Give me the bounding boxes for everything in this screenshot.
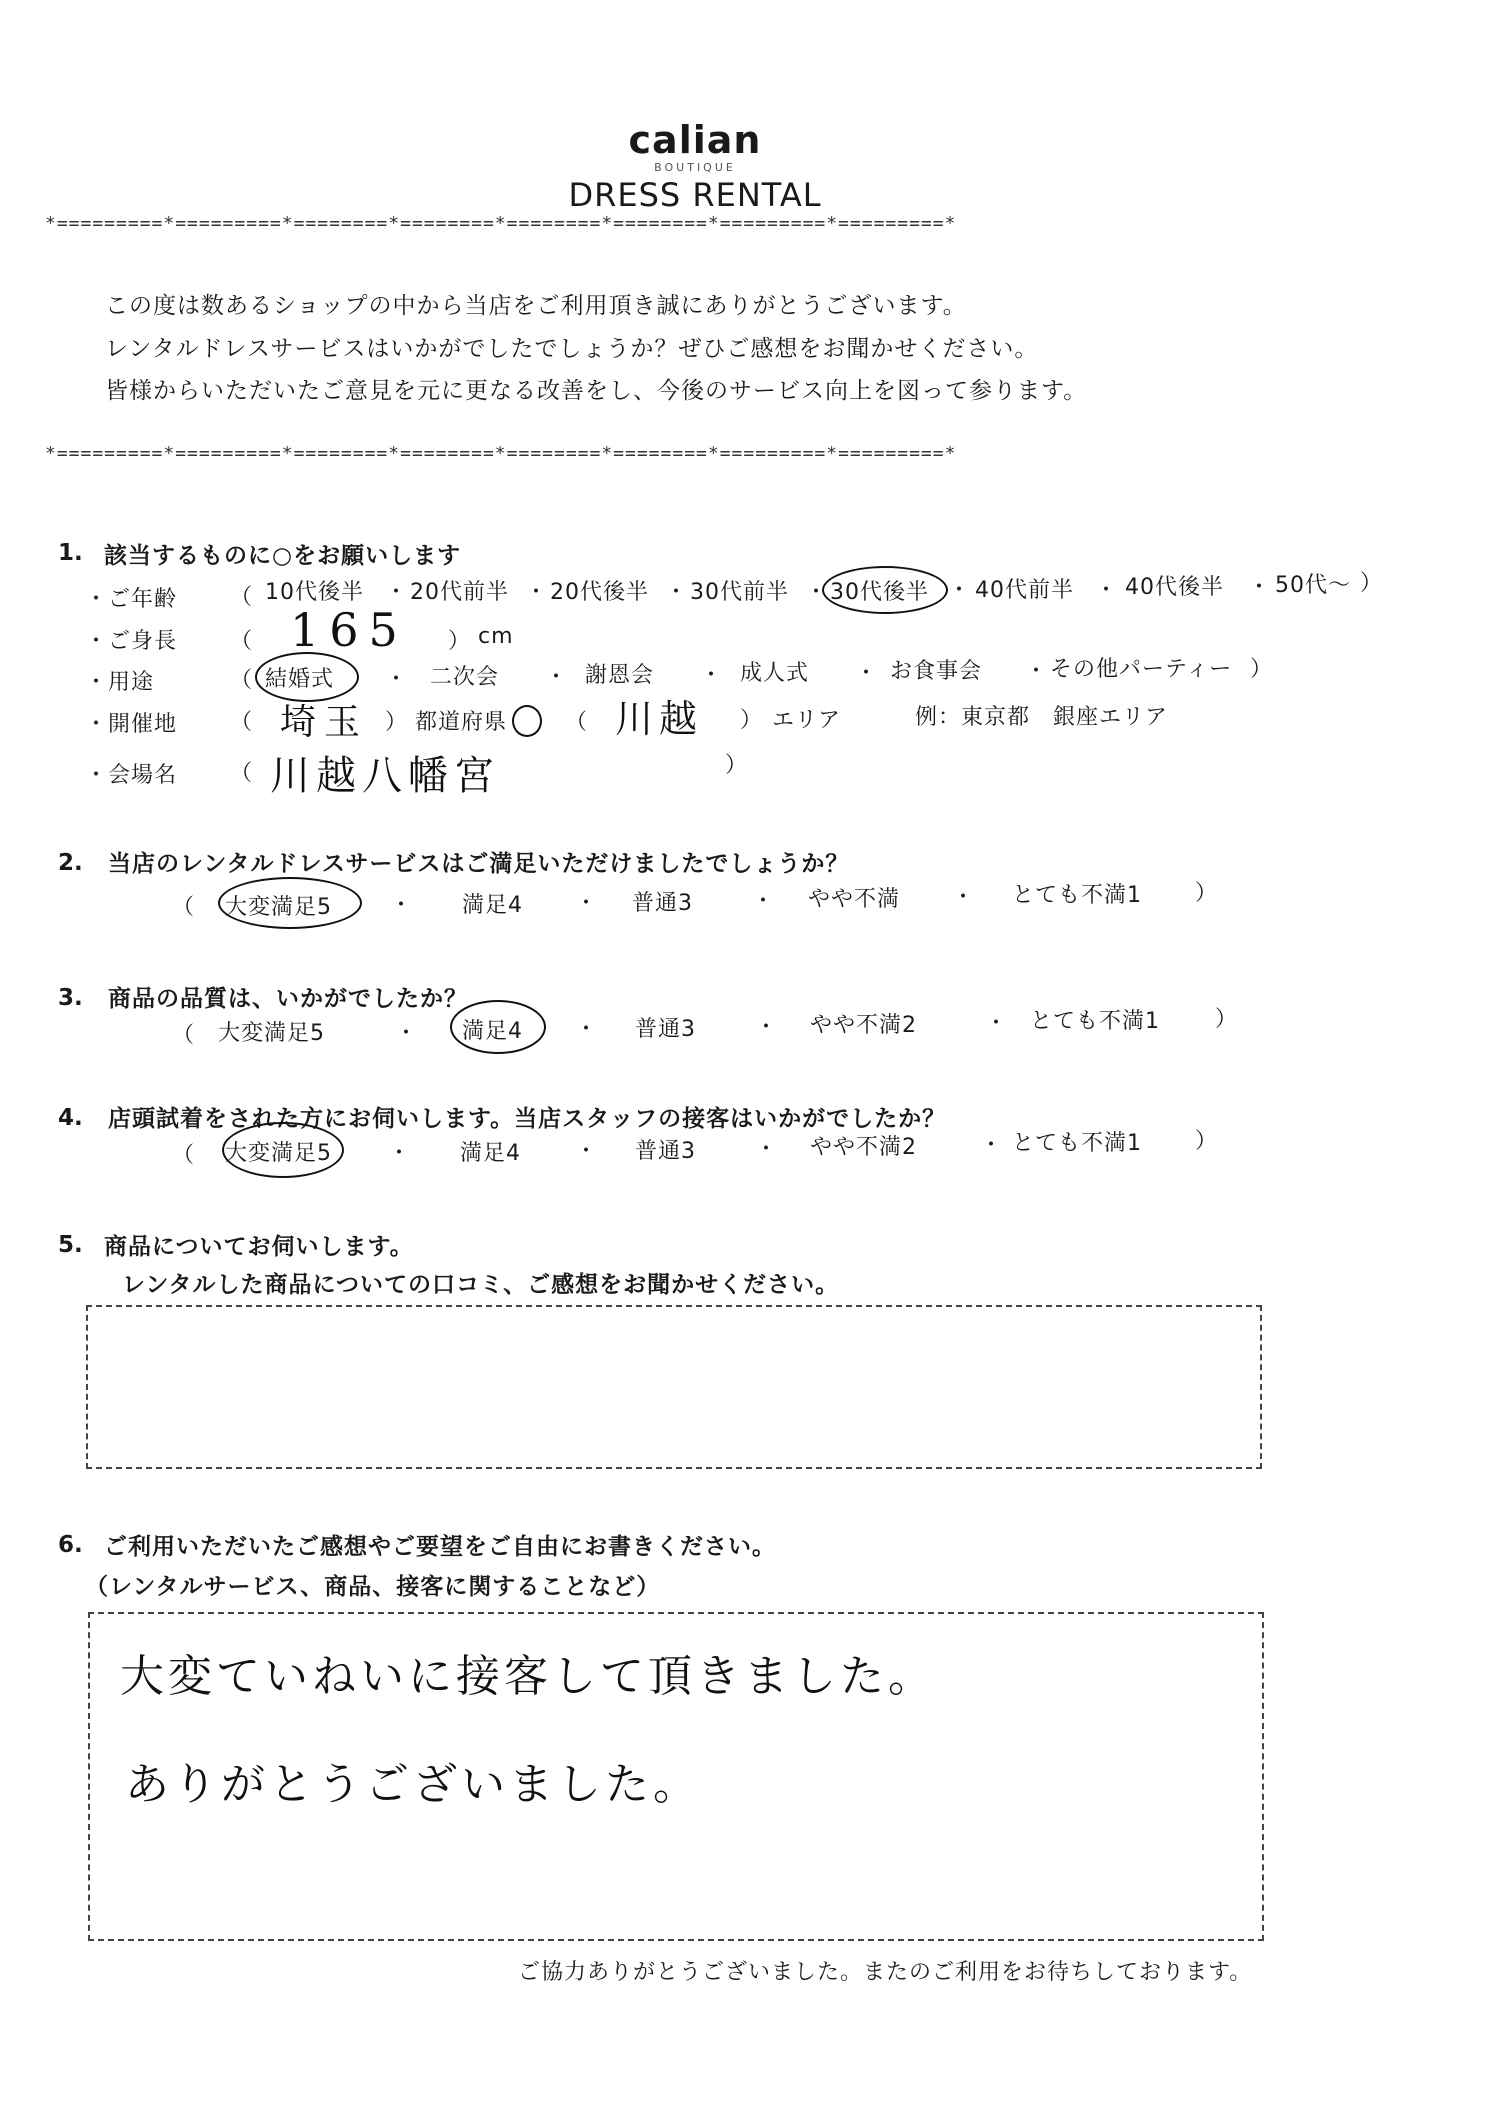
- prefecture-value: 埼玉: [280, 702, 369, 743]
- q2-number: 2.: [58, 850, 83, 876]
- q2-option-selected[interactable]: 大変満足5: [225, 895, 332, 920]
- age-option[interactable]: 20代後半: [550, 580, 649, 605]
- q6-answer-line-2: ありがとうございました。: [125, 1759, 701, 1810]
- q2-option[interactable]: 満足4: [462, 893, 523, 918]
- q3-title: 商品の品質は、いかがでしたか？: [108, 986, 468, 1012]
- page-title: DRESS RENTAL: [568, 176, 822, 214]
- age-option[interactable]: 40代前半: [975, 578, 1074, 603]
- selection-circle: [450, 1000, 546, 1054]
- q4-option[interactable]: とても不満1: [1012, 1131, 1142, 1156]
- age-option[interactable]: 40代後半: [1125, 575, 1224, 600]
- q5-answer-box[interactable]: [86, 1305, 1262, 1469]
- purpose-option-selected[interactable]: 結婚式: [265, 667, 335, 692]
- location-label: 開催地: [108, 712, 178, 737]
- q6-answer-line-1: 大変ていねいに接客して頂きました。: [120, 1651, 936, 1702]
- intro-line-1: この度は数あるショップの中から当店をご利用頂き誠にありがとうございます。: [105, 293, 967, 319]
- q5-number: 5.: [58, 1232, 83, 1258]
- venue-label: 会場名: [108, 763, 178, 788]
- q4-number: 4.: [58, 1105, 83, 1131]
- age-option[interactable]: 10代後半: [265, 580, 364, 605]
- bullet: ・: [85, 587, 108, 612]
- selection-circle: [822, 566, 948, 614]
- intro-line-3: 皆様からいただいたご意見を元に更なる改善をし、今後のサービス向上を図って参ります。: [105, 378, 1088, 404]
- q2-option[interactable]: 普通3: [632, 891, 693, 916]
- q4-option[interactable]: 普通3: [635, 1139, 696, 1164]
- height-unit: cm: [478, 624, 514, 649]
- purpose-option[interactable]: お食事会: [890, 659, 983, 684]
- q4-option-selected[interactable]: 大変満足5: [225, 1141, 332, 1166]
- q1-number: 1.: [58, 540, 83, 566]
- venue-value: 川越八幡宮: [270, 753, 500, 799]
- height-value: 165: [290, 603, 408, 657]
- age-label: ご年齢: [108, 587, 178, 612]
- q6-number: 6.: [58, 1532, 83, 1558]
- q3-number: 3.: [58, 985, 83, 1011]
- q6-subtitle: （レンタルサービス、商品、接客に関することなど）: [85, 1574, 661, 1600]
- divider-top: *=========*=========*========*========*========*========*=========*=========*: [45, 213, 957, 234]
- age-option[interactable]: 30代前半: [690, 580, 789, 605]
- selection-circle: [218, 877, 362, 929]
- purpose-option[interactable]: その他パーティー: [1050, 657, 1233, 682]
- q2-option[interactable]: やや不満: [808, 887, 901, 912]
- survey-page: calian BOUTIQUE DRESS RENTAL *=========*=========*========*========*========*========*=========*=========* この度は数あるショップの中から当店をご利用頂き誠にありがとうございます。 レンタルドレスサービスはいかがでしたでしょうか？ぜひご感想をお聞かせください。 皆様からいただいたご意見を元に更なる改善をし、今後のサービス向上を図って参ります。 *=========*=========*========*========*========*========*=========*=========* 1. 該当するものに○をお願いします ・ ご年齢 （ 10代後半 ・ 20代前半 ・ 20代後半 ・ 30代前半 ・ 30代後半 ・ 40代前半 ・ 40代後半 ・ 50代～ ） ・ ご身長 （ 165 ） cm ・ 用途 （ 結婚式 ・ 二次会 ・ 謝恩会 ・ 成人式 ・ お食事会 ・ その他パーティー ） ・ 開催地 （ 埼玉 ） 都道府県 （ 川越 ） エリア 例：東京都 銀座エリア ・ 会場名 （ 川越八幡宮 ） 2. 当店のレンタルドレスサービスはご満足いただけましたでしょうか？ （ 大変満足5 ・ 満足4 ・ 普通3 ・ やや不満 ・ とても不満1 ） 3. 商品の品質は、いかがでしたか？ （ 大変満足5 ・ 満足4 ・ 普通3 ・ やや不満2 ・ とても不満1 ） 4. 店頭試着をされた方にお伺いします。当店スタッフの接客はいかがでしたか？ （ 大変満足5 ・ 満足4 ・ 普通3 ・ やや不満2 ・ とても不満1 ） 5. 商品についてお伺いします。 レンタルした商品についての口コミ、ご感想をお聞かせください。 6. ご利用いただいたご感想やご要望をご自由にお書きください。 （レンタルサービス、商品、接客に関することなど） 大変ていねいに接客して頂きました。 ありがとうございました。 ご協力ありがとうございました。またのご利用をお待ちしております。: [0, 0, 1500, 2123]
- prefecture-suffix: 都道府県: [415, 710, 508, 735]
- q3-option[interactable]: 大変満足5: [218, 1021, 325, 1046]
- divider-mid: *=========*=========*========*========*========*========*=========*=========*: [45, 443, 957, 464]
- height-label: ご身長: [108, 629, 178, 654]
- q4-title: 店頭試着をされた方にお伺いします。当店スタッフの接客はいかがでしたか？: [108, 1106, 947, 1132]
- footer-thanks: ご協力ありがとうございました。またのご利用をお待ちしております。: [518, 1960, 1253, 1985]
- purpose-option[interactable]: 謝恩会: [585, 663, 655, 688]
- age-option[interactable]: 20代前半: [410, 580, 509, 605]
- q3-option-selected[interactable]: 満足4: [462, 1019, 523, 1044]
- paren-open: （: [230, 585, 253, 610]
- q5-title: 商品についてお伺いします。: [104, 1234, 414, 1260]
- area-suffix: エリア: [772, 708, 842, 733]
- age-option[interactable]: 50代～: [1275, 573, 1351, 598]
- intro-line-2: レンタルドレスサービスはいかがでしたでしょうか？ぜひご感想をお聞かせください。: [105, 336, 1039, 362]
- age-option-selected[interactable]: 30代後半: [830, 580, 929, 605]
- brand-subtitle: BOUTIQUE: [654, 161, 736, 174]
- q3-option[interactable]: やや不満2: [810, 1013, 917, 1038]
- location-example: 例：東京都 銀座エリア: [915, 705, 1169, 730]
- q6-title: ご利用いただいたご感想やご要望をご自由にお書きください。: [104, 1534, 776, 1560]
- area-value: 川越: [615, 697, 704, 741]
- purpose-option[interactable]: 成人式: [740, 661, 810, 686]
- q2-option[interactable]: とても不満1: [1012, 883, 1142, 908]
- selection-circle: [512, 705, 542, 737]
- purpose-label: 用途: [108, 670, 155, 695]
- purpose-option[interactable]: 二次会: [430, 665, 500, 690]
- q3-option[interactable]: とても不満1: [1030, 1009, 1160, 1034]
- selection-circle: [222, 1122, 344, 1178]
- q3-option[interactable]: 普通3: [635, 1017, 696, 1042]
- brand-logo: calian: [628, 118, 762, 162]
- q1-title: 該当するものに○をお願いします: [104, 543, 462, 569]
- q4-option[interactable]: 満足4: [460, 1141, 521, 1166]
- q5-subtitle: レンタルした商品についての口コミ、ご感想をお聞かせください。: [122, 1272, 840, 1298]
- q4-option[interactable]: やや不満2: [810, 1135, 917, 1160]
- q2-title: 当店のレンタルドレスサービスはご満足いただけましたでしょうか？: [108, 851, 850, 877]
